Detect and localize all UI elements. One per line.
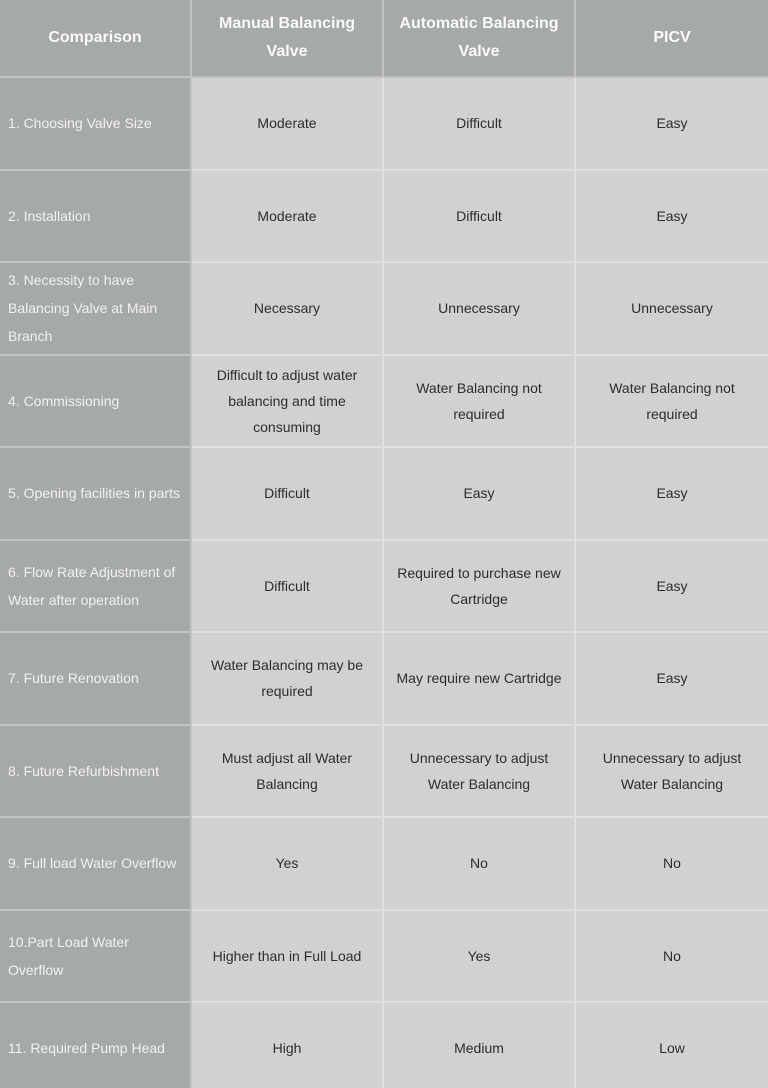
table-cell: Difficult [384, 78, 576, 171]
table-cell: No [576, 818, 768, 911]
table-cell: High [192, 1003, 384, 1088]
column-header: PICV [576, 0, 768, 78]
row-label: 5. Opening facilities in parts [0, 448, 192, 541]
row-label: 1. Choosing Valve Size [0, 78, 192, 171]
row-label: 9. Full load Water Overflow [0, 818, 192, 911]
row-label: 7. Future Renovation [0, 633, 192, 726]
row-label: 8. Future Refurbishment [0, 726, 192, 819]
table-cell: Medium [384, 1003, 576, 1088]
row-label: 2. Installation [0, 171, 192, 264]
table-cell: Easy [384, 448, 576, 541]
table-cell: Easy [576, 633, 768, 726]
row-label: 6. Flow Rate Adjustment of Water after operation [0, 541, 192, 634]
table-cell: Easy [576, 541, 768, 634]
table-cell: Water Balancing may be required [192, 633, 384, 726]
table-cell: Easy [576, 171, 768, 264]
table-cell: Unnecessary to adjust Water Balancing [384, 726, 576, 819]
column-header: Manual Balancing Valve [192, 0, 384, 78]
table-cell: Low [576, 1003, 768, 1088]
column-header: Automatic Balancing Valve [384, 0, 576, 78]
table-cell: Higher than in Full Load [192, 911, 384, 1004]
table-cell: Unnecessary to adjust Water Balancing [576, 726, 768, 819]
table-cell: Necessary [192, 263, 384, 356]
table-cell: No [576, 911, 768, 1004]
table-cell: Easy [576, 78, 768, 171]
column-header: Comparison [0, 0, 192, 78]
row-label: 11. Required Pump Head [0, 1003, 192, 1088]
row-label: 4. Commissioning [0, 356, 192, 449]
table-cell: Easy [576, 448, 768, 541]
row-label: 3. Necessity to have Balancing Valve at Main Branch [0, 263, 192, 356]
table-cell: Unnecessary [384, 263, 576, 356]
table-cell: Required to purchase new Cartridge [384, 541, 576, 634]
table-cell: Water Balancing not required [384, 356, 576, 449]
table-cell: Must adjust all Water Balancing [192, 726, 384, 819]
table-cell: Difficult to adjust water balancing and time consuming [192, 356, 384, 449]
table-cell: May require new Cartridge [384, 633, 576, 726]
table-cell: Difficult [192, 541, 384, 634]
table-cell: Difficult [192, 448, 384, 541]
table-cell: Yes [192, 818, 384, 911]
table-cell: Water Balancing not required [576, 356, 768, 449]
table-cell: Moderate [192, 78, 384, 171]
table-cell: Yes [384, 911, 576, 1004]
table-cell: Unnecessary [576, 263, 768, 356]
table-cell: Difficult [384, 171, 576, 264]
row-label: 10.Part Load Water Overflow [0, 911, 192, 1004]
table-cell: No [384, 818, 576, 911]
table-cell: Moderate [192, 171, 384, 264]
